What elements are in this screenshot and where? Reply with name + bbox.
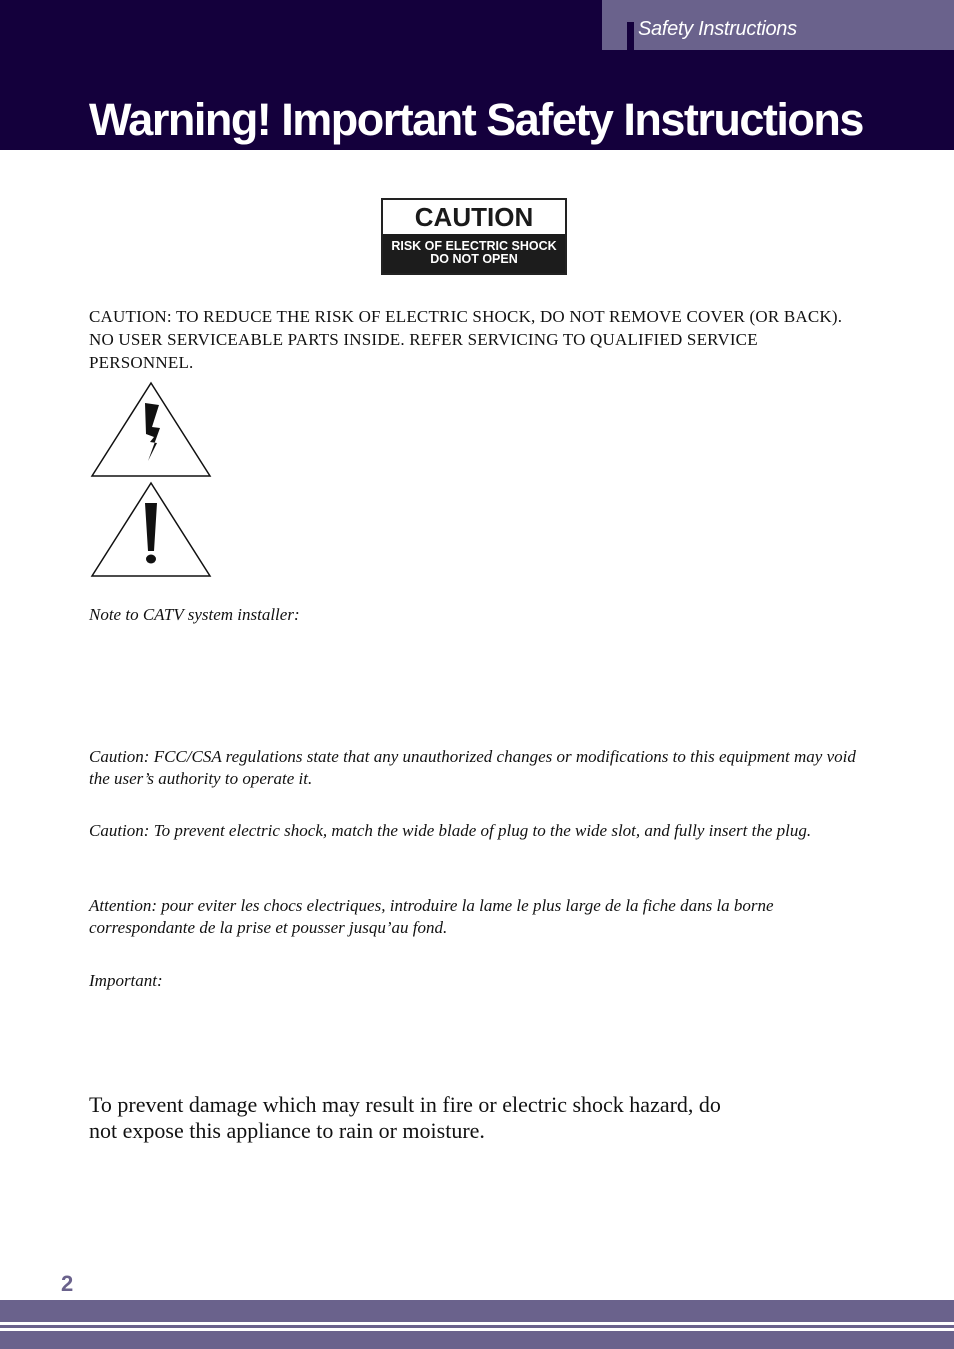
section-tab [602,0,954,50]
caution-band-line-1: RISK OF ELECTRIC SHOCK [391,239,557,253]
fcc-caution: Caution: FCC/CSA regulations state that any unauthorized changes or modifications to this equipment may void the user’s authority to operate it. [89,747,856,788]
page-number: 2 [61,1271,74,1296]
section-label: Safety Instructions [638,18,797,40]
caution-word: CAUTION [414,202,534,232]
fire-shock-warning: To prevent damage which may result in fire or electric shock hazard, do not expose this appliance to rain or moisture. [89,1092,721,1143]
caution-band-line-2: DO NOT OPEN [430,252,518,266]
catv-note: Note to CATV system installer: [89,605,300,624]
footer-rule [0,1325,954,1328]
plug-caution-french: Attention: pour eviter les chocs electriques, introduire la lame le plus large de la fiche dans la borne correspondante de la prise et pousser jusqu’au fond. [89,896,774,937]
caution-label [381,198,567,275]
section-tab-marker [627,22,634,50]
footer-bar-bottom [0,1331,954,1349]
important-note: Important: [89,971,163,990]
footer-bar [0,1300,954,1322]
header-band [0,0,954,150]
page-title: Warning! Important Safety Instructions [89,94,863,145]
caution-band [383,234,565,273]
lightning-warning-triangle-icon [90,381,212,478]
plug-caution: Caution: To prevent electric shock, match the wide blade of plug to the wide slot, and fully insert the plug. [89,821,812,840]
caution-statement: CAUTION: TO REDUCE THE RISK OF ELECTRIC SHOCK, DO NOT REMOVE COVER (OR BACK). NO USER SERVICEABLE PARTS INSIDE. REFER SERVICING TO QUALIFIED SERVICE PERSONNEL. [89,307,843,372]
exclamation-warning-triangle-icon [90,481,212,578]
